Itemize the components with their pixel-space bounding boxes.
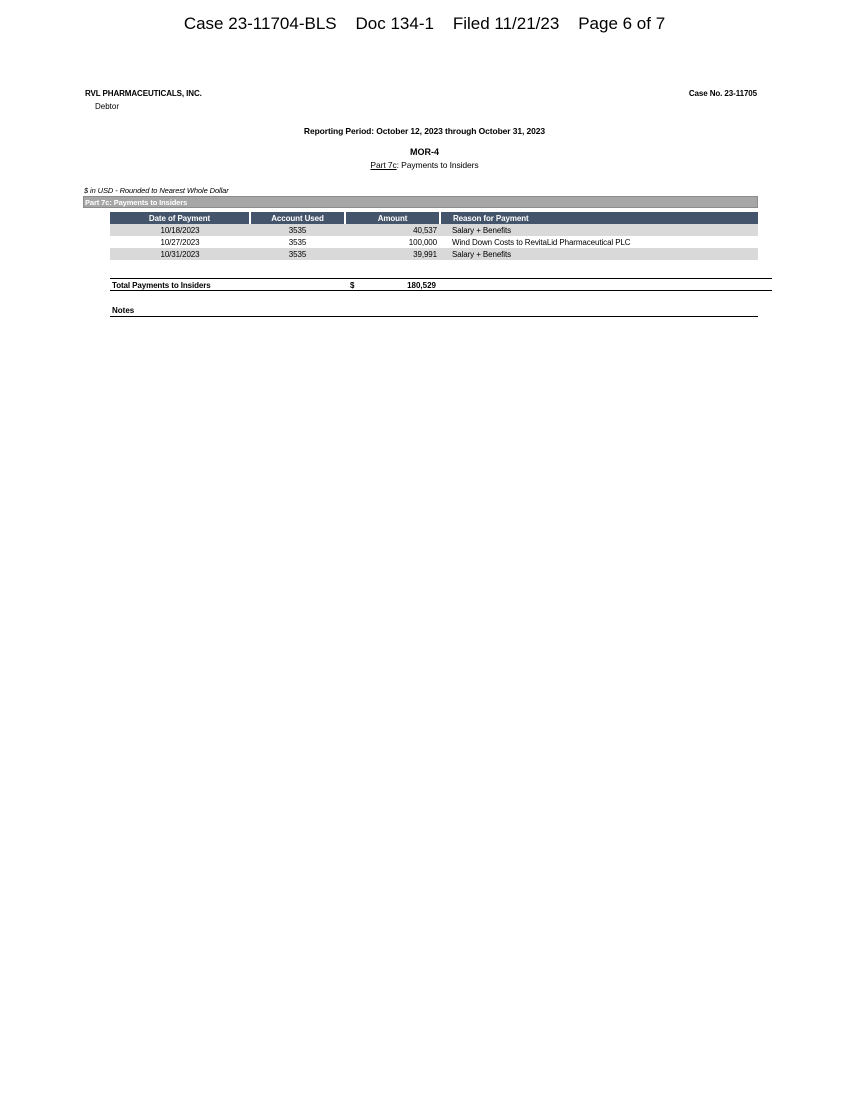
total-rule-top [110, 278, 772, 279]
cell-amount: 100,000 [408, 237, 437, 247]
table-row [110, 224, 758, 236]
section-header-bar [83, 196, 758, 208]
debtor-role: Debtor [95, 102, 120, 111]
payments-table [110, 212, 758, 260]
total-currency-symbol: $ [350, 281, 355, 290]
section-title: Part 7c: Payments to Insiders [85, 198, 188, 207]
debtor-name: RVL PHARMACEUTICALS, INC. [85, 89, 202, 98]
form-subtitle [0, 160, 849, 170]
total-value: 180,529 [407, 281, 436, 290]
subtitle-part: Part 7c [370, 160, 397, 170]
header-amount: Amount [345, 212, 440, 224]
total-rule-bottom [110, 290, 772, 291]
cell-amount: 40,537 [345, 224, 440, 236]
cell-date: 10/18/2023 [110, 224, 250, 236]
reporting-period: Reporting Period: October 12, 2023 through October 31, 2023 [303, 126, 546, 136]
cell-reason: Wind Down Costs to RevitaLid Pharmaceutical PLC [452, 237, 631, 247]
cell-account: 3535 [250, 248, 345, 260]
total-label: Total Payments to Insiders [112, 281, 211, 290]
header-account: Account Used [250, 212, 345, 224]
header-date: Date of Payment [110, 212, 250, 224]
header-reason: Reason for Payment [440, 212, 758, 224]
cell-date: 10/27/2023 [160, 237, 200, 247]
table-row [110, 248, 758, 260]
cell-account: 3535 [250, 224, 345, 236]
currency-note: $ in USD - Rounded to Nearest Whole Dollar [84, 186, 229, 195]
subtitle-rest: : Payments to Insiders [396, 160, 479, 170]
notes-label: Notes [112, 306, 135, 315]
cell-date: 10/31/2023 [110, 248, 250, 260]
case-number: Case No. 23-11705 [688, 89, 757, 98]
table-row [110, 236, 758, 248]
court-filing-header: Case 23-11704-BLS Doc 134-1 Filed 11/21/23 Page 6 of 7 [183, 14, 666, 33]
cell-amount: 39,991 [345, 248, 440, 260]
cell-account: 3535 [288, 237, 307, 247]
table-header-row [110, 212, 758, 224]
cell-reason: Salary + Benefits [440, 224, 758, 236]
cell-reason: Salary + Benefits [440, 248, 758, 260]
form-id: MOR-4 [410, 147, 439, 157]
notes-rule [110, 316, 758, 317]
